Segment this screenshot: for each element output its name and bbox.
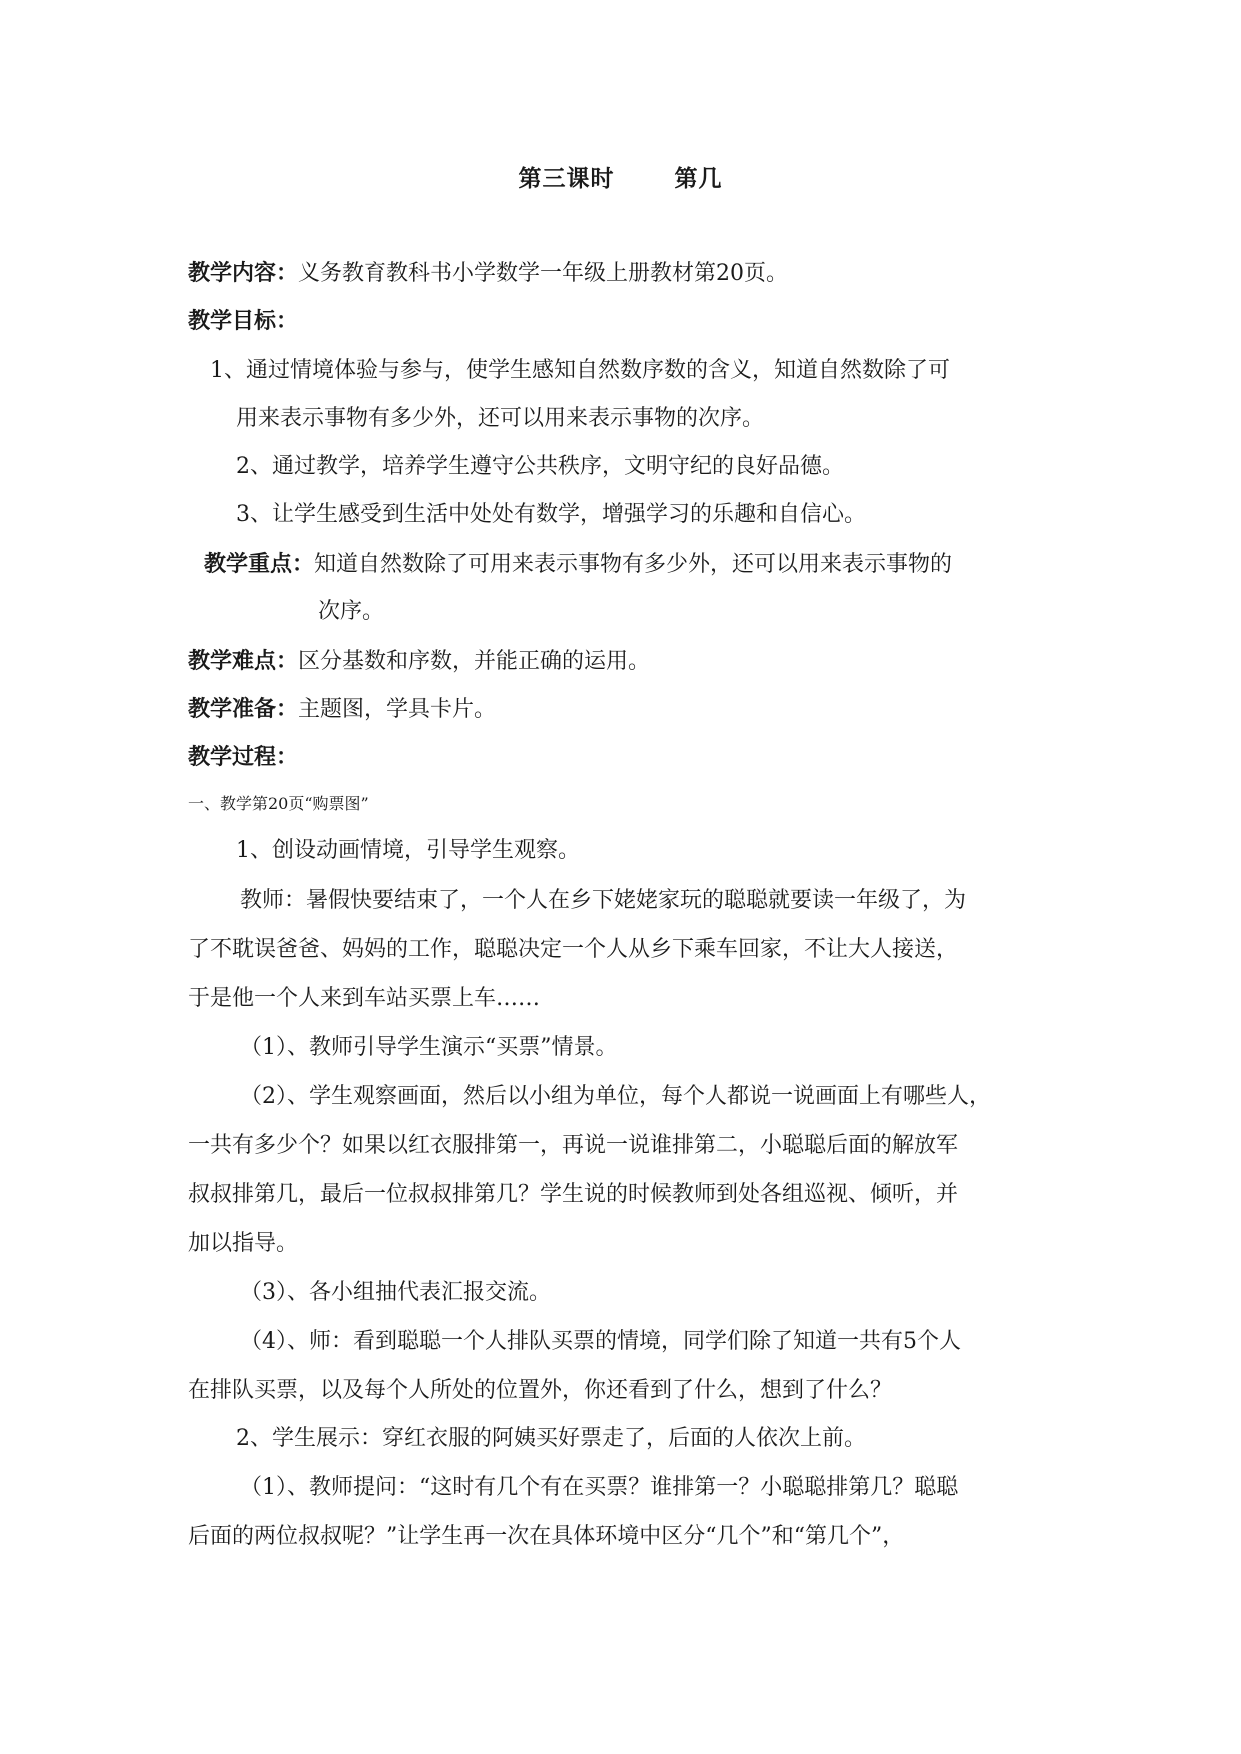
sub-item-2-line-3: 叔叔排第几，最后一位叔叔排第几？学生说的时候教师到处各组巡视、倾听，并 <box>188 1182 959 1207</box>
key-point-label: 教学重点： <box>204 551 315 577</box>
sub-item-4-line-2: 在排队买票，以及每个人所处的位置外，你还看到了什么，想到了什么？ <box>188 1378 893 1403</box>
content-label: 教学内容： <box>188 260 299 286</box>
teacher-line-1: 教师：暑假快要结束了，一个人在乡下姥姥家玩的聪聪就要读一年级了，为 <box>240 888 967 913</box>
teacher-line-3: 于是他一个人来到车站买票上车…… <box>188 986 541 1011</box>
sub-item-4-line-1: （4）、师：看到聪聪一个人排队买票的情境，同学们除了知道一共有5个人 <box>240 1329 961 1354</box>
difficulty-line <box>188 646 650 677</box>
key-point-line-1 <box>204 549 952 580</box>
content-line <box>188 258 788 289</box>
sub-item-2-line-2: 一共有多少个？如果以红衣服排第一，再说一说谁排第二，小聪聪后面的解放军 <box>188 1133 959 1158</box>
question-1-line-2: 后面的两位叔叔呢？”让学生再一次在具体环境中区分“几个”和“第几个”， <box>188 1524 905 1549</box>
goals-label: 教学目标： <box>188 308 299 334</box>
step-1: 1、创设动画情境，引导学生观察。 <box>236 838 580 863</box>
sub-item-2-line-1: （2）、学生观察画面，然后以小组为单位，每个人都说一说画面上有哪些人， <box>240 1084 991 1109</box>
goal-1-line-1: 1、通过情境体验与参与，使学生感知自然数序数的含义，知道自然数除了可 <box>210 358 950 383</box>
step-2: 2、学生展示：穿红衣服的阿姨买好票走了，后面的人依次上前。 <box>236 1426 866 1451</box>
goal-1-line-2: 用来表示事物有多少外，还可以用来表示事物的次序。 <box>236 406 765 431</box>
goal-2: 2、通过教学，培养学生遵守公共秩序，文明守纪的良好品德。 <box>236 454 844 479</box>
sub-item-3: （3）、各小组抽代表汇报交流。 <box>240 1280 551 1305</box>
title-lesson: 第三课时 <box>518 165 615 192</box>
sub-item-1: （1）、教师引导学生演示“买票”情景。 <box>240 1035 618 1060</box>
goal-3: 3、让学生感受到生活中处处有数学，增强学习的乐趣和自信心。 <box>236 502 866 527</box>
preparation-line <box>188 694 496 725</box>
section-1-heading: 一、教学第20页“购票图” <box>188 794 369 813</box>
sub-item-2-line-4: 加以指导。 <box>188 1231 299 1256</box>
key-point-line-2: 次序。 <box>318 599 385 624</box>
teacher-line-2: 了不耽误爸爸、妈妈的工作，聪聪决定一个人从乡下乘车回家，不让大人接送， <box>188 937 959 962</box>
key-point-text: 知道自然数除了可用来表示事物有多少外，还可以用来表示事物的 <box>314 552 953 577</box>
difficulty-text: 区分基数和序数，并能正确的运用。 <box>298 649 651 674</box>
preparation-label: 教学准备： <box>188 696 299 722</box>
process-label: 教学过程： <box>188 744 299 770</box>
question-1-line-1: （1）、教师提问：“这时有几个有在买票？谁排第一？小聪聪排第几？聪聪 <box>240 1475 959 1500</box>
difficulty-label: 教学难点： <box>188 648 299 674</box>
page-title <box>0 160 1241 193</box>
title-topic: 第几 <box>674 165 723 192</box>
preparation-text: 主题图，学具卡片。 <box>298 697 497 722</box>
content-text: 义务教育教科书小学数学一年级上册教材第20页。 <box>298 261 789 286</box>
